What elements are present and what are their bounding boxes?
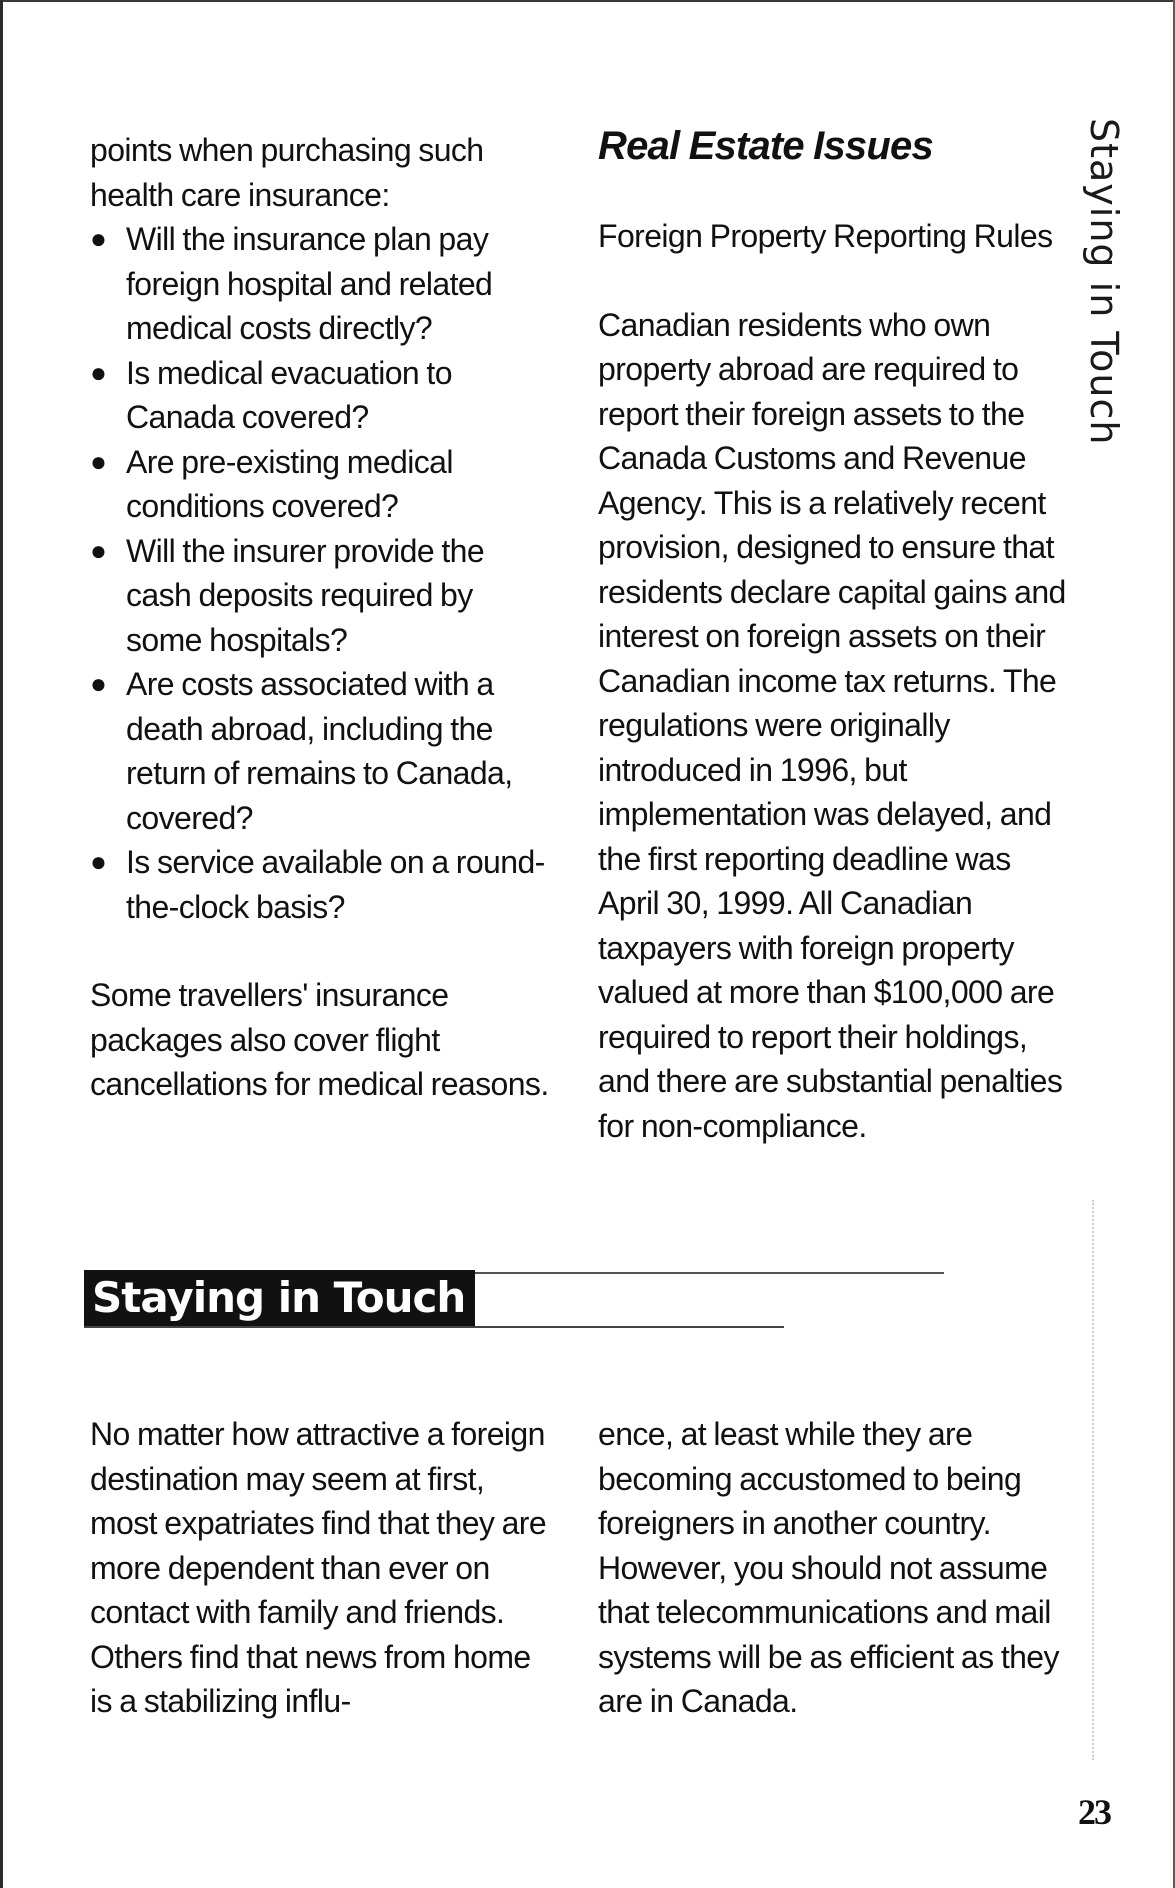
banner-title: Staying in Touch (84, 1270, 475, 1326)
right-column-bottom (598, 1412, 1068, 1724)
bottom-left-paragraph: No matter how attractive a foreign destination may seem at first, most expatriates find that they are more dependent than ever on contact with family and friends. Others find that news from home is a stabilizing influ- (90, 1416, 547, 1719)
bullet-icon: ● (90, 445, 107, 477)
spacer (90, 929, 550, 973)
list-item: ● Is service available on a round-the-clock basis? (90, 840, 550, 929)
banner-rule-bottom (84, 1326, 784, 1328)
page-number: 23 (1078, 1792, 1110, 1832)
body-paragraph: Canadian residents who own property abroad are required to report their foreign assets to the Canada Customs and Revenue Agency. This is a relatively recent provision, designed to ensure that residents declare capital gains and interest on foreign assets on their Canadian income tax returns. The regulations were originally introduced in 1996, but implementation was delayed, and the first reporting deadline was April 30, 1999. All Canadian taxpayers with foreign property valued at more than $100,000 are required to report their holdings, and there are substantial penalties for non-compliance. (598, 306, 1066, 1144)
intro-text: points when purchasing such health care insurance: (90, 132, 484, 213)
right-column-top (598, 122, 1068, 1148)
bullet-icon: ● (90, 223, 107, 254)
list-item: ● Are pre-existing medical conditions covered? (90, 440, 550, 529)
list-item: ● Are costs associated with a death abroad, including the return of remains to Canada, covered? (90, 662, 550, 840)
bullet-icon: ● (90, 846, 107, 877)
bullet-icon: ● (90, 356, 107, 388)
insurance-questions-list (90, 217, 550, 929)
side-tab-label: Staying in Touch (1082, 118, 1126, 446)
closing-paragraph: Some travellers' insurance packages also cover flight cancellations for medical reasons. (90, 977, 549, 1102)
bullet-icon: ● (90, 668, 107, 699)
list-item: ● Will the insurer provide the cash deposits required by some hospitals? (90, 529, 550, 663)
margin-dotted-guide (1092, 1200, 1094, 1760)
section-banner (84, 1268, 862, 1328)
bottom-right-paragraph: ence, at least while they are becoming accustomed to being foreigners in another country. However, you should not assume that telecommunications and mail systems will be as efficient as they are in Canada. (598, 1416, 1059, 1719)
page-edge-top (0, 0, 1175, 2)
side-tab (1078, 118, 1138, 478)
left-column-bottom (90, 1412, 550, 1724)
subsection-title: Foreign Property Reporting Rules (598, 218, 1053, 254)
section-title: Real Estate Issues (598, 124, 933, 168)
bullet-icon: ● (90, 534, 107, 566)
page-edge-left (0, 0, 3, 1888)
list-item: ● Is medical evacuation to Canada covered? (90, 351, 550, 440)
left-column-top (90, 128, 550, 1107)
list-item: ● Will the insurance plan pay foreign hospital and related medical costs directly? (90, 217, 550, 351)
